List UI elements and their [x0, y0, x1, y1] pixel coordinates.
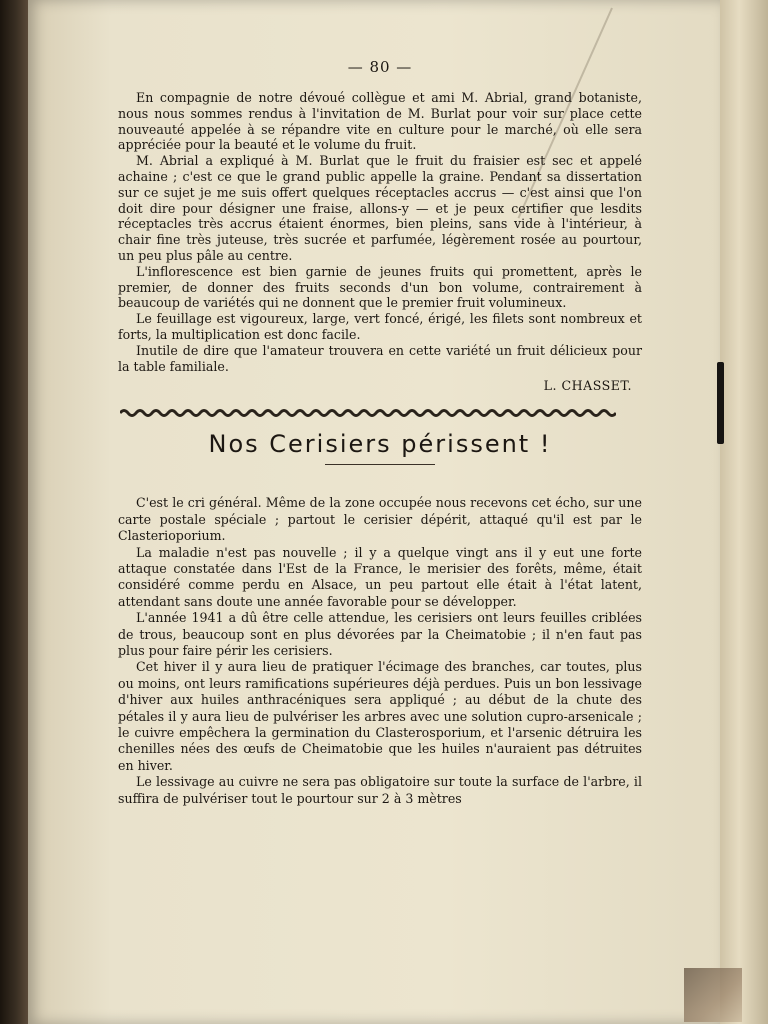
- article-cherry-trees: [118, 495, 642, 807]
- paragraph: L'année 1941 a dû être celle attendue, les cerisiers ont leurs feuilles criblées de trous, beaucoup sont en plus dévorées par la Cheimatobie ; il n'en faut pas plus pour faire périr les cerisiers.: [118, 610, 642, 658]
- paragraph: Le feuillage est vigoureux, large, vert foncé, érigé, les filets sont nombreux et forts, la multiplication est donc facile.: [118, 311, 642, 342]
- paragraph: Cet hiver il y aura lieu de pratiquer l'écimage des branches, car toutes, plus ou moins, ont leurs ramifications supérieures déjà perdues. Puis un bon lessivage d'hiver aux huiles anthracéniques sera appliqué ; au début de la chute des pétales il y aura lieu de pulvériser les arbres avec une solution cupro-arsenicale ; le cuivre empêchera la germination du Clasterosporium, et l'arsenic détruira les chenilles nées des œufs de Cheimatobie que les huiles n'auraient pas détruites en hiver.: [118, 659, 642, 773]
- paragraph: L'inflorescence est bien garnie de jeunes fruits qui promettent, après le premier, de donner des fruits seconds d'un bon volume, contrairement à beaucoup de variétés qui ne donnent que le premier fruit volumineux.: [118, 263, 642, 311]
- article-title: Nos Cerisiers périssent !: [208, 430, 552, 459]
- author-signature: L. CHASSET.: [543, 378, 632, 394]
- title-underline: [325, 464, 435, 465]
- paragraph: Inutile de dire que l'amateur trouvera en cette variété un fruit délicieux pour la table familiale.: [118, 342, 642, 374]
- page-tab-marker: [717, 362, 724, 444]
- decorative-wave-divider: [120, 408, 616, 418]
- paragraph: C'est le cri général. Même de la zone occupée nous recevons cet écho, sur une carte postale spéciale ; partout le cerisier dépérit, attaqué qu'il est par le Clasterioporium.: [118, 495, 642, 544]
- thumbnail-overlay: [684, 968, 742, 1022]
- book-right-page-edge: [720, 0, 768, 1024]
- page-number: — 80 —: [347, 58, 413, 76]
- book-left-edge: [0, 0, 28, 1024]
- page-content: [118, 58, 642, 807]
- paragraph: M. Abrial a expliqué à M. Burlat que le fruit du fraisier est sec et appelé achaine ; c'est ce que le grand public appelle la graine. Pendant sa dissertation sur ce sujet je me suis offert quelques réceptacles accrus — c'est ainsi que l'on doit dire pour désigner une fraise, allons-y — et je peux certifier que lesdits réceptacles très accrus étaient énormes, bien pleins, sans vide à l'intérieur, à chair fine très juteuse, très sucrée et parfumée, légèrement rosée au pourtour, un peu plus pâle au centre.: [118, 153, 642, 263]
- paragraph: En compagnie de notre dévoué collègue et ami M. Abrial, grand botaniste, nous nous sommes rendus à l'invitation de M. Burlat pour voir sur place cette nouveauté appelée à se répandre vite en culture pour le marché, où elle sera appréciée pour la beauté et le volume du fruit.: [118, 90, 642, 153]
- article-strawberry: [118, 90, 642, 394]
- paragraph: Le lessivage au cuivre ne sera pas obligatoire sur toute la surface de l'arbre, il suffira de pulvériser tout le pourtour sur 2 à 3 mètres: [118, 774, 642, 806]
- paragraph: La maladie n'est pas nouvelle ; il y a quelque vingt ans il y eut une forte attaque constatée dans l'Est de la France, le merisier des forêts, même, était considéré comme perdu en Alsace, un peu partout elle était à l'état latent, attendant sans doute une année favorable pour se développer.: [118, 544, 642, 609]
